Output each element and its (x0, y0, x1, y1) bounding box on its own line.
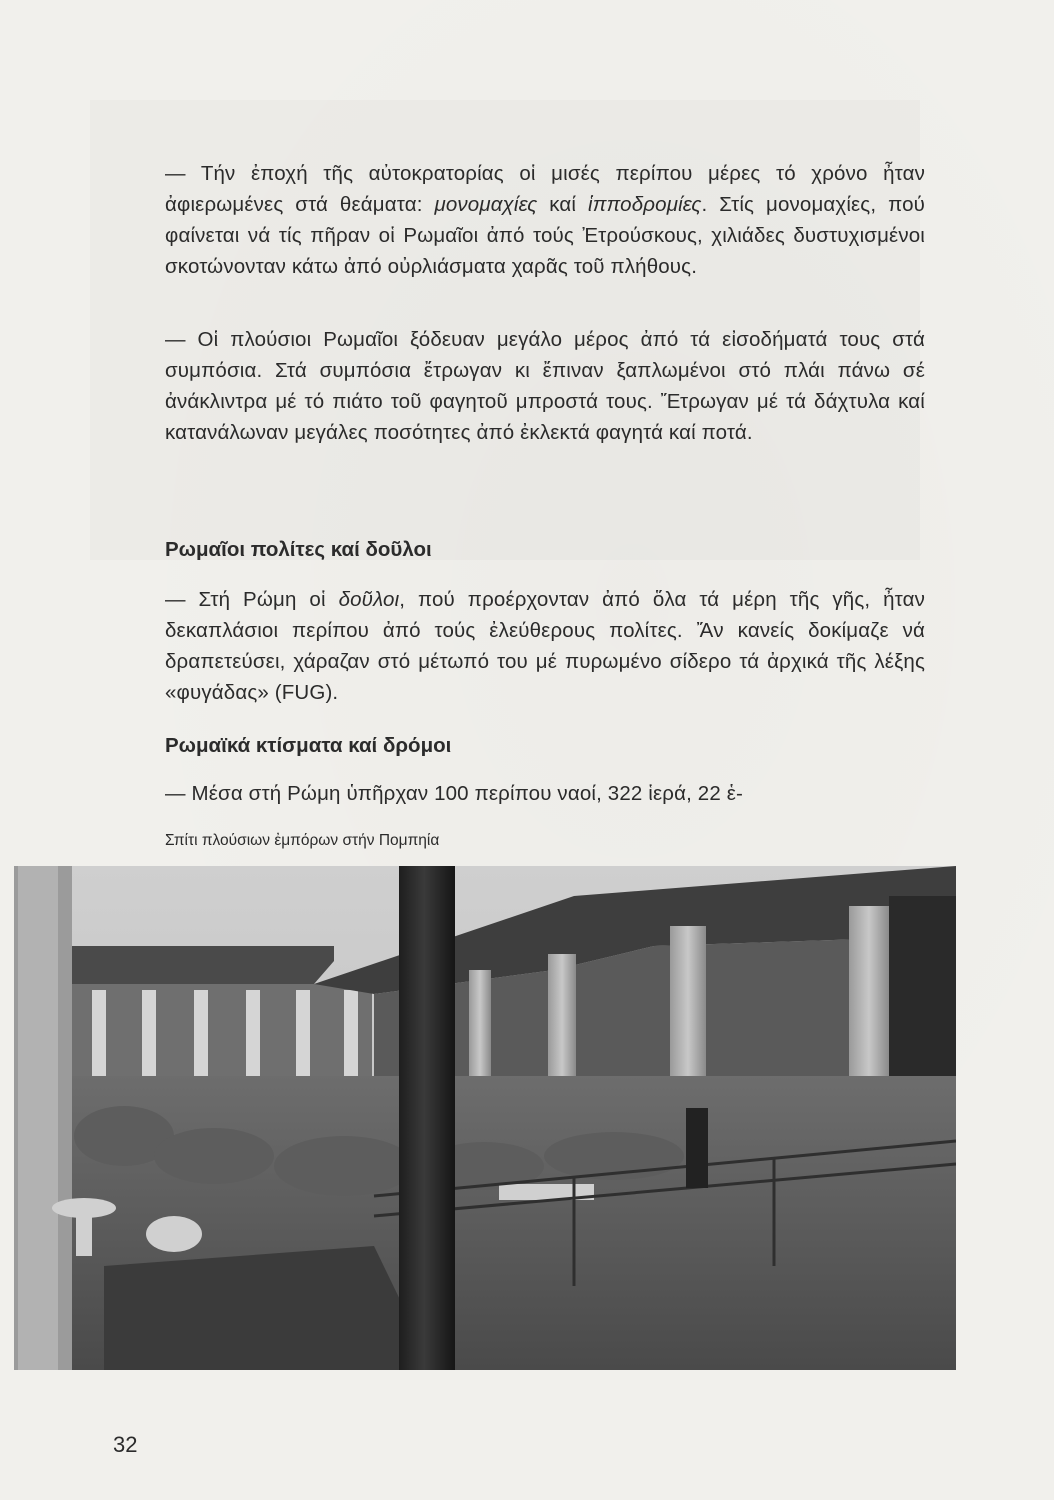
emphasis-gladiators: μονομαχίες (434, 193, 538, 216)
heading-citizens-slaves: Ρωμαῖοι πολίτες καί δοῦλοι (165, 538, 432, 561)
paragraph-text: , πού προέρχονταν ἀπό ὅλα τά μέρη τῆς γῆς, ἦταν δεκαπλάσιοι περίπου ἀπό τούς ἐλεύθερους πολίτες. Ἄν κανείς δοκίμαζε νά δραπετεύσει, χάραζαν στό μέτωπό του μέ πυρωμένο σίδερο τά ἀρχικά τῆς λέξης «φυγάδας» (FUG). (165, 588, 925, 704)
paragraph-banquets: — Οἱ πλούσιοι Ρωμαῖοι ξόδευαν μεγάλο μέρος ἀπό τά εἰσοδήματά τους στά συμπόσια. Στά συμπόσια ἔτρωγαν κι ἔπιναν ξαπλωμένοι στό πλάι πάνω σέ ἀνάκλιντρα μέ τό πιάτο τοῦ φαγητοῦ μπροστά τους. Ἔτρωγαν μέ τά δάχτυλα καί κατανάλωναν μεγάλες ποσότητες ἀπό ἐκλεκτά φαγητά καί ποτά. (165, 328, 925, 444)
far-portico (72, 984, 372, 1080)
paragraph-text: καί (537, 193, 588, 216)
paragraph-text: . Στίς μονομαχίες, πού φαίνεται νά τίς πῆραν οἱ Ρωμαῖοι ἀπό τούς Ἐτρούσκους, χιλιάδες δυστυχισμένοι σκοτώνονταν κάτω ἀπό οὐρλιάσματα χαρᾶς τοῦ πλήθους. (165, 193, 925, 278)
paragraph-text: — Τήν ἐποχή τῆς αὐτοκρατορίας οἱ μισές περίπου μέρες τό χρόνο ἦταν ἀφιερωμένες στά θεάματα: (165, 162, 925, 216)
heading-buildings-roads: Ρωμαϊκά κτίσματα καί δρόμοι (165, 734, 452, 757)
standing-figure-post (686, 1108, 708, 1188)
paragraph-buildings: — Μέσα στή Ρώμη ὑπῆρχαν 100 περίπου ναοί, 322 ἱερά, 22 ἑ- (165, 782, 743, 805)
courtyard-illustration (14, 866, 956, 1370)
photo-caption: Σπίτι πλούσιων ἐμπόρων στήν Πομπηία (165, 832, 440, 849)
paragraph-text: — Στή Ρώμη οἱ (165, 588, 339, 611)
emphasis-chariot-races: ἱπποδρομίες (587, 193, 702, 216)
left-pillar (18, 866, 58, 1370)
pompeii-house-photo (14, 866, 956, 1370)
far-roof (72, 946, 334, 984)
paragraph-slaves (165, 584, 925, 708)
page-number: 32 (113, 1432, 138, 1457)
paragraph-spectacles (165, 158, 925, 282)
emphasis-slaves: δοῦλοι (338, 588, 400, 611)
foreground-column (399, 866, 455, 1370)
